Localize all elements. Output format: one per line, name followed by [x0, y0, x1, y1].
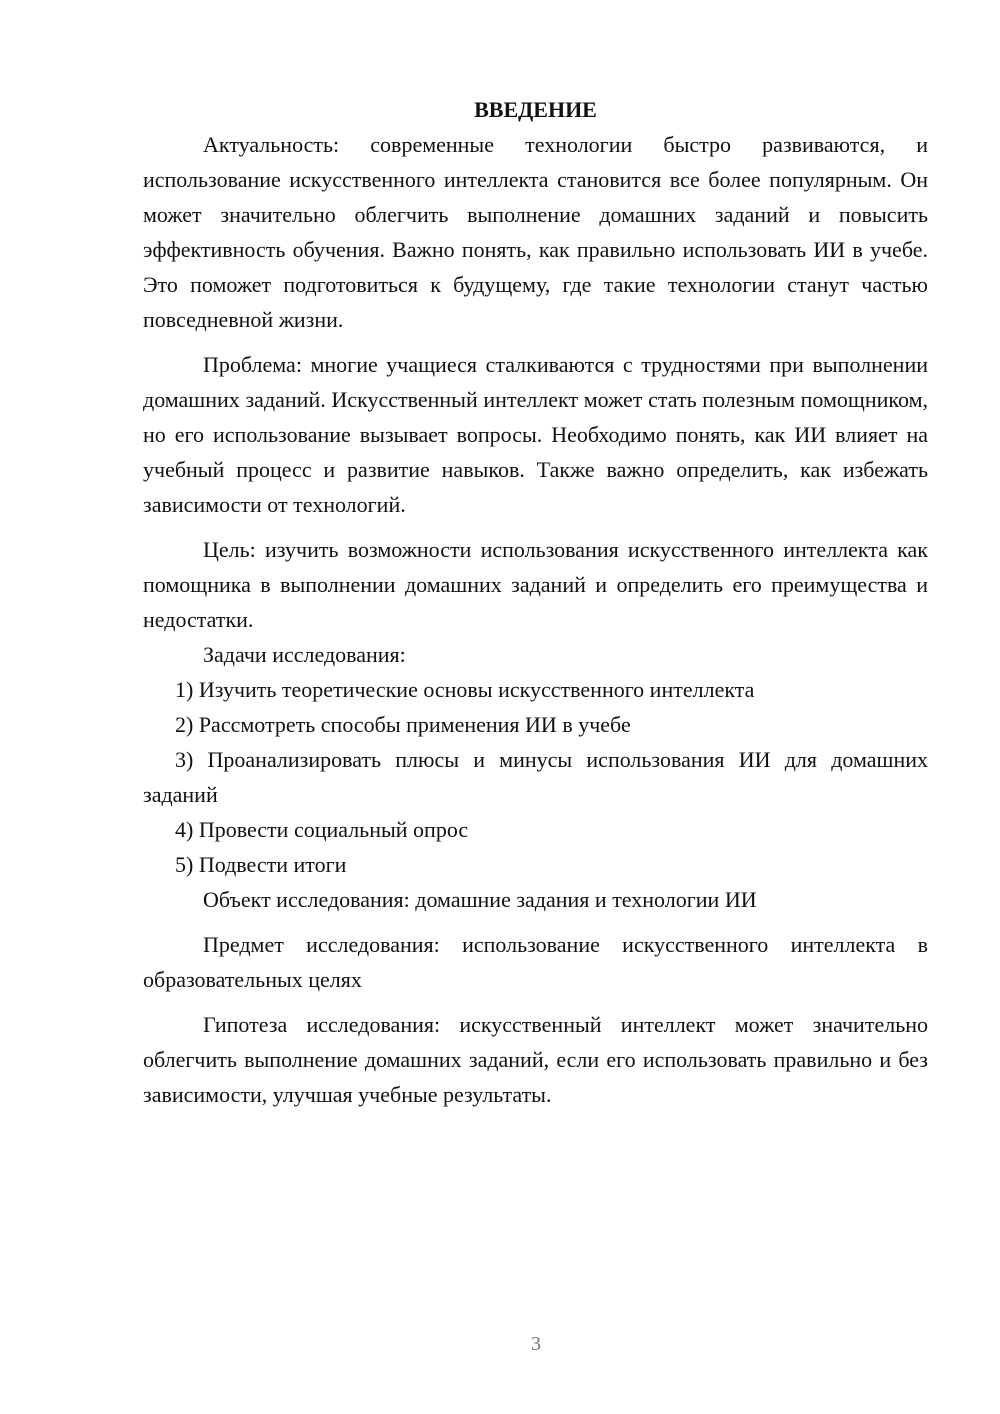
- task-item-3: 3) Проанализировать плюсы и минусы использования ИИ для домашних заданий: [143, 747, 928, 807]
- task-item-2: 2) Рассмотреть способы применения ИИ в учебе: [175, 712, 631, 737]
- document-body: [143, 92, 928, 1112]
- page-number: 3: [531, 1333, 541, 1355]
- paragraph-goal: Цель: изучить возможности использования искусственного интеллекта как помощника в выполнении домашних заданий и определить его преимущества и недостатки.: [143, 537, 928, 632]
- tasks-title: Задачи исследования:: [203, 642, 406, 667]
- paragraph-object: Объект исследования: домашние задания и технологии ИИ: [203, 887, 757, 912]
- task-item-5: 5) Подвести итоги: [175, 852, 347, 877]
- paragraph-problem: Проблема: многие учащиеся сталкиваются с трудностями при выполнении домашних заданий. Искусственный интеллект может стать полезным помощником, но его использование вызывает вопросы. Необходимо понять, как ИИ влияет на учебный процесс и развитие навыков. Также важно определить, как избежать зависимости от технологий.: [143, 352, 928, 517]
- section-heading: ВВЕДЕНИЕ: [474, 97, 597, 122]
- paragraph-subject: Предмет исследования: использование искусственного интеллекта в образовательных целях: [143, 932, 928, 992]
- task-item-1: 1) Изучить теоретические основы искусственного интеллекта: [175, 677, 755, 702]
- paragraph-relevance: Актуальность: современные технологии быстро развиваются, и использование искусственного интеллекта становится все более популярным. Он может значительно облегчить выполнение домашних заданий и повысить эффективность обучения. Важно понять, как правильно использовать ИИ в учебе. Это поможет подготовиться к будущему, где такие технологии станут частью повседневной жизни.: [143, 132, 928, 332]
- task-item-4: 4) Провести социальный опрос: [175, 817, 469, 842]
- paragraph-hypothesis: Гипотеза исследования: искусственный интеллект может значительно облегчить выполнение домашних заданий, если его использовать правильно и без зависимости, улучшая учебные результаты.: [143, 1012, 928, 1107]
